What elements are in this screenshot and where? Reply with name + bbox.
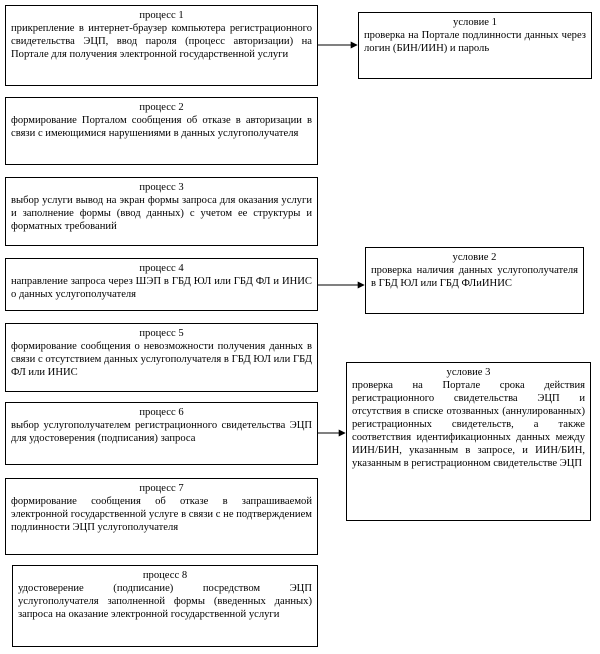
process-2-title: процесс 2 (139, 102, 184, 113)
process-3-box (5, 177, 318, 246)
process-2-box (5, 97, 318, 165)
condition-2-box (365, 247, 584, 314)
process-3-title: процесс 3 (139, 182, 184, 193)
process-5-box (5, 323, 318, 392)
process-2-text: формирование Порталом сообщения об отказе в авторизации в связи с имеющимися нарушениями в данных услугополучателя (11, 115, 312, 139)
process-4-box (5, 258, 318, 311)
process-7-box (5, 478, 318, 555)
condition-2-text: проверка наличия данных услугополучателя в ГБД ЮЛ или ГБД ФЛиИНИС (371, 265, 578, 289)
process-6-title: процесс 6 (139, 407, 184, 418)
process-6-text: выбор услугополучателем регистрационного свидетельства ЭЦП для удостоверения (подписания) запроса (11, 420, 312, 444)
process-1-box (5, 5, 318, 86)
process-7-title: процесс 7 (139, 483, 184, 494)
condition-2-title: условие 2 (452, 252, 497, 263)
condition-3-text: проверка на Портале срока действия регистрационного свидетельства ЭЦП и отсутствия в списке отозванных (аннулированных) регистрационных свидетельств, а также соответствия идентификационных данных между ИИН/БИН, указанным в запросе, и ИИН/БИН, указанным в регистрационном свидетельстве ЭЦП (352, 380, 585, 469)
process-1-text: прикрепление в интернет-браузер компьютера регистрационного свидетельства ЭЦП, ввод пароля (процесс авторизации) на Портале для получения электронной государственной услуги (11, 23, 312, 60)
process-8-box (12, 565, 318, 647)
process-8-title: процесс 8 (142, 570, 188, 581)
condition-1-text: проверка на Портале подлинности данных через логин (БИН/ИИН) и пароль (364, 30, 586, 54)
process-4-text: направление запроса через ШЭП в ГБД ЮЛ или ГБД ФЛ и ИНИС о данных услугополучателя (11, 276, 312, 300)
condition-3-box (346, 362, 591, 521)
process-6-box (5, 402, 318, 465)
condition-1-box (358, 12, 592, 79)
condition-3-title: условие 3 (446, 367, 491, 378)
process-8-text: удостоверение (подписание) посредством ЭЦП услугополучателя заполненной формы (введенных данных) запроса на оказание электронной государственной услуги (18, 583, 312, 620)
condition-1-title: условие 1 (453, 17, 497, 28)
process-7-text: формирование сообщения об отказе в запрашиваемой электронной государственной услуге в связи с не подтверждением подлинности ЭЦП услугополучателя (11, 496, 312, 533)
process-5-text: формирование сообщения о невозможности получения данных в связи с отсутствием данных услугополучателя в ГБД ЮЛ или ГБД ФЛ или ИНИС (11, 341, 312, 378)
process-1-title: процесс 1 (139, 10, 184, 21)
process-4-title: процесс 4 (139, 263, 184, 274)
process-3-text: выбор услуги вывод на экран формы запроса для оказания услуги и заполнение формы (ввод данных) с учетом ее структуры и форматных требований (11, 195, 312, 232)
process-5-title: процесс 5 (139, 328, 184, 339)
